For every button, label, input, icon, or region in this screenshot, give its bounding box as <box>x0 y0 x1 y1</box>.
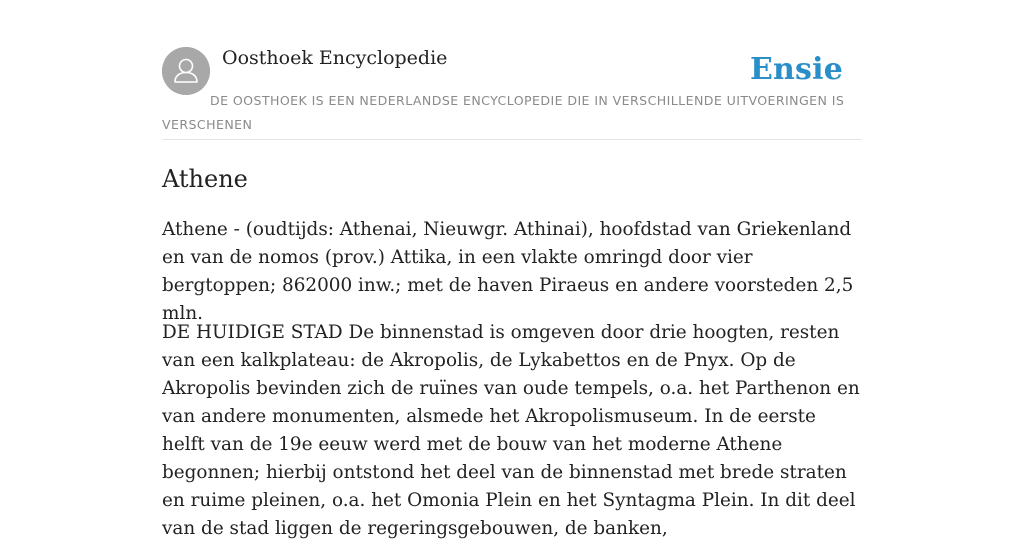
brand-logo-link[interactable]: Ensie <box>749 52 843 87</box>
site-name-link[interactable]: Oosthoek Encyclopedie <box>222 47 448 69</box>
article-paragraph-huidige-stad: DE HUIDIGE STAD De binnenstad is omgeven door drie hoogten, resten van een kalkplateau: de Akropolis, de Lykabettos en de Pnyx. Op de Akropolis bevinden zich de ruïnes van oude tempels, o.a. het Parthenon en van andere monumenten, alsmede het Akropolismuseum. In de eerste helft van de 19e eeuw werd met de bouw van het moderne Athene begonnen; hierbij ontstond het deel van de binnenstad met brede straten en ruime pleinen, o.a. het Omonia Plein en het Syntagma Plein. In dit deel van de stad liggen de regeringsgebouwen, de banken, <box>162 322 860 539</box>
article-paragraph-intro: Athene - (oudtijds: Athenai, Nieuwgr. Athinai), hoofdstad van Griekenland en van de nomos (prov.) Attika, in een vlakte omringd door vier bergtoppen; 862000 inw.; met de haven Piraeus en andere voorsteden 2,5 mln. <box>162 219 854 324</box>
avatar-person-glyph <box>162 47 210 95</box>
site-header <box>162 0 862 140</box>
site-tagline: DE OOSTHOEK IS EEN NEDERLANDSE ENCYCLOPEDIE DIE IN VERSCHILLENDE UITVOERINGEN IS VERSCHENEN <box>162 93 845 132</box>
article-title: Athene <box>162 165 248 193</box>
page <box>162 0 862 539</box>
user-avatar-icon[interactable] <box>162 47 210 95</box>
